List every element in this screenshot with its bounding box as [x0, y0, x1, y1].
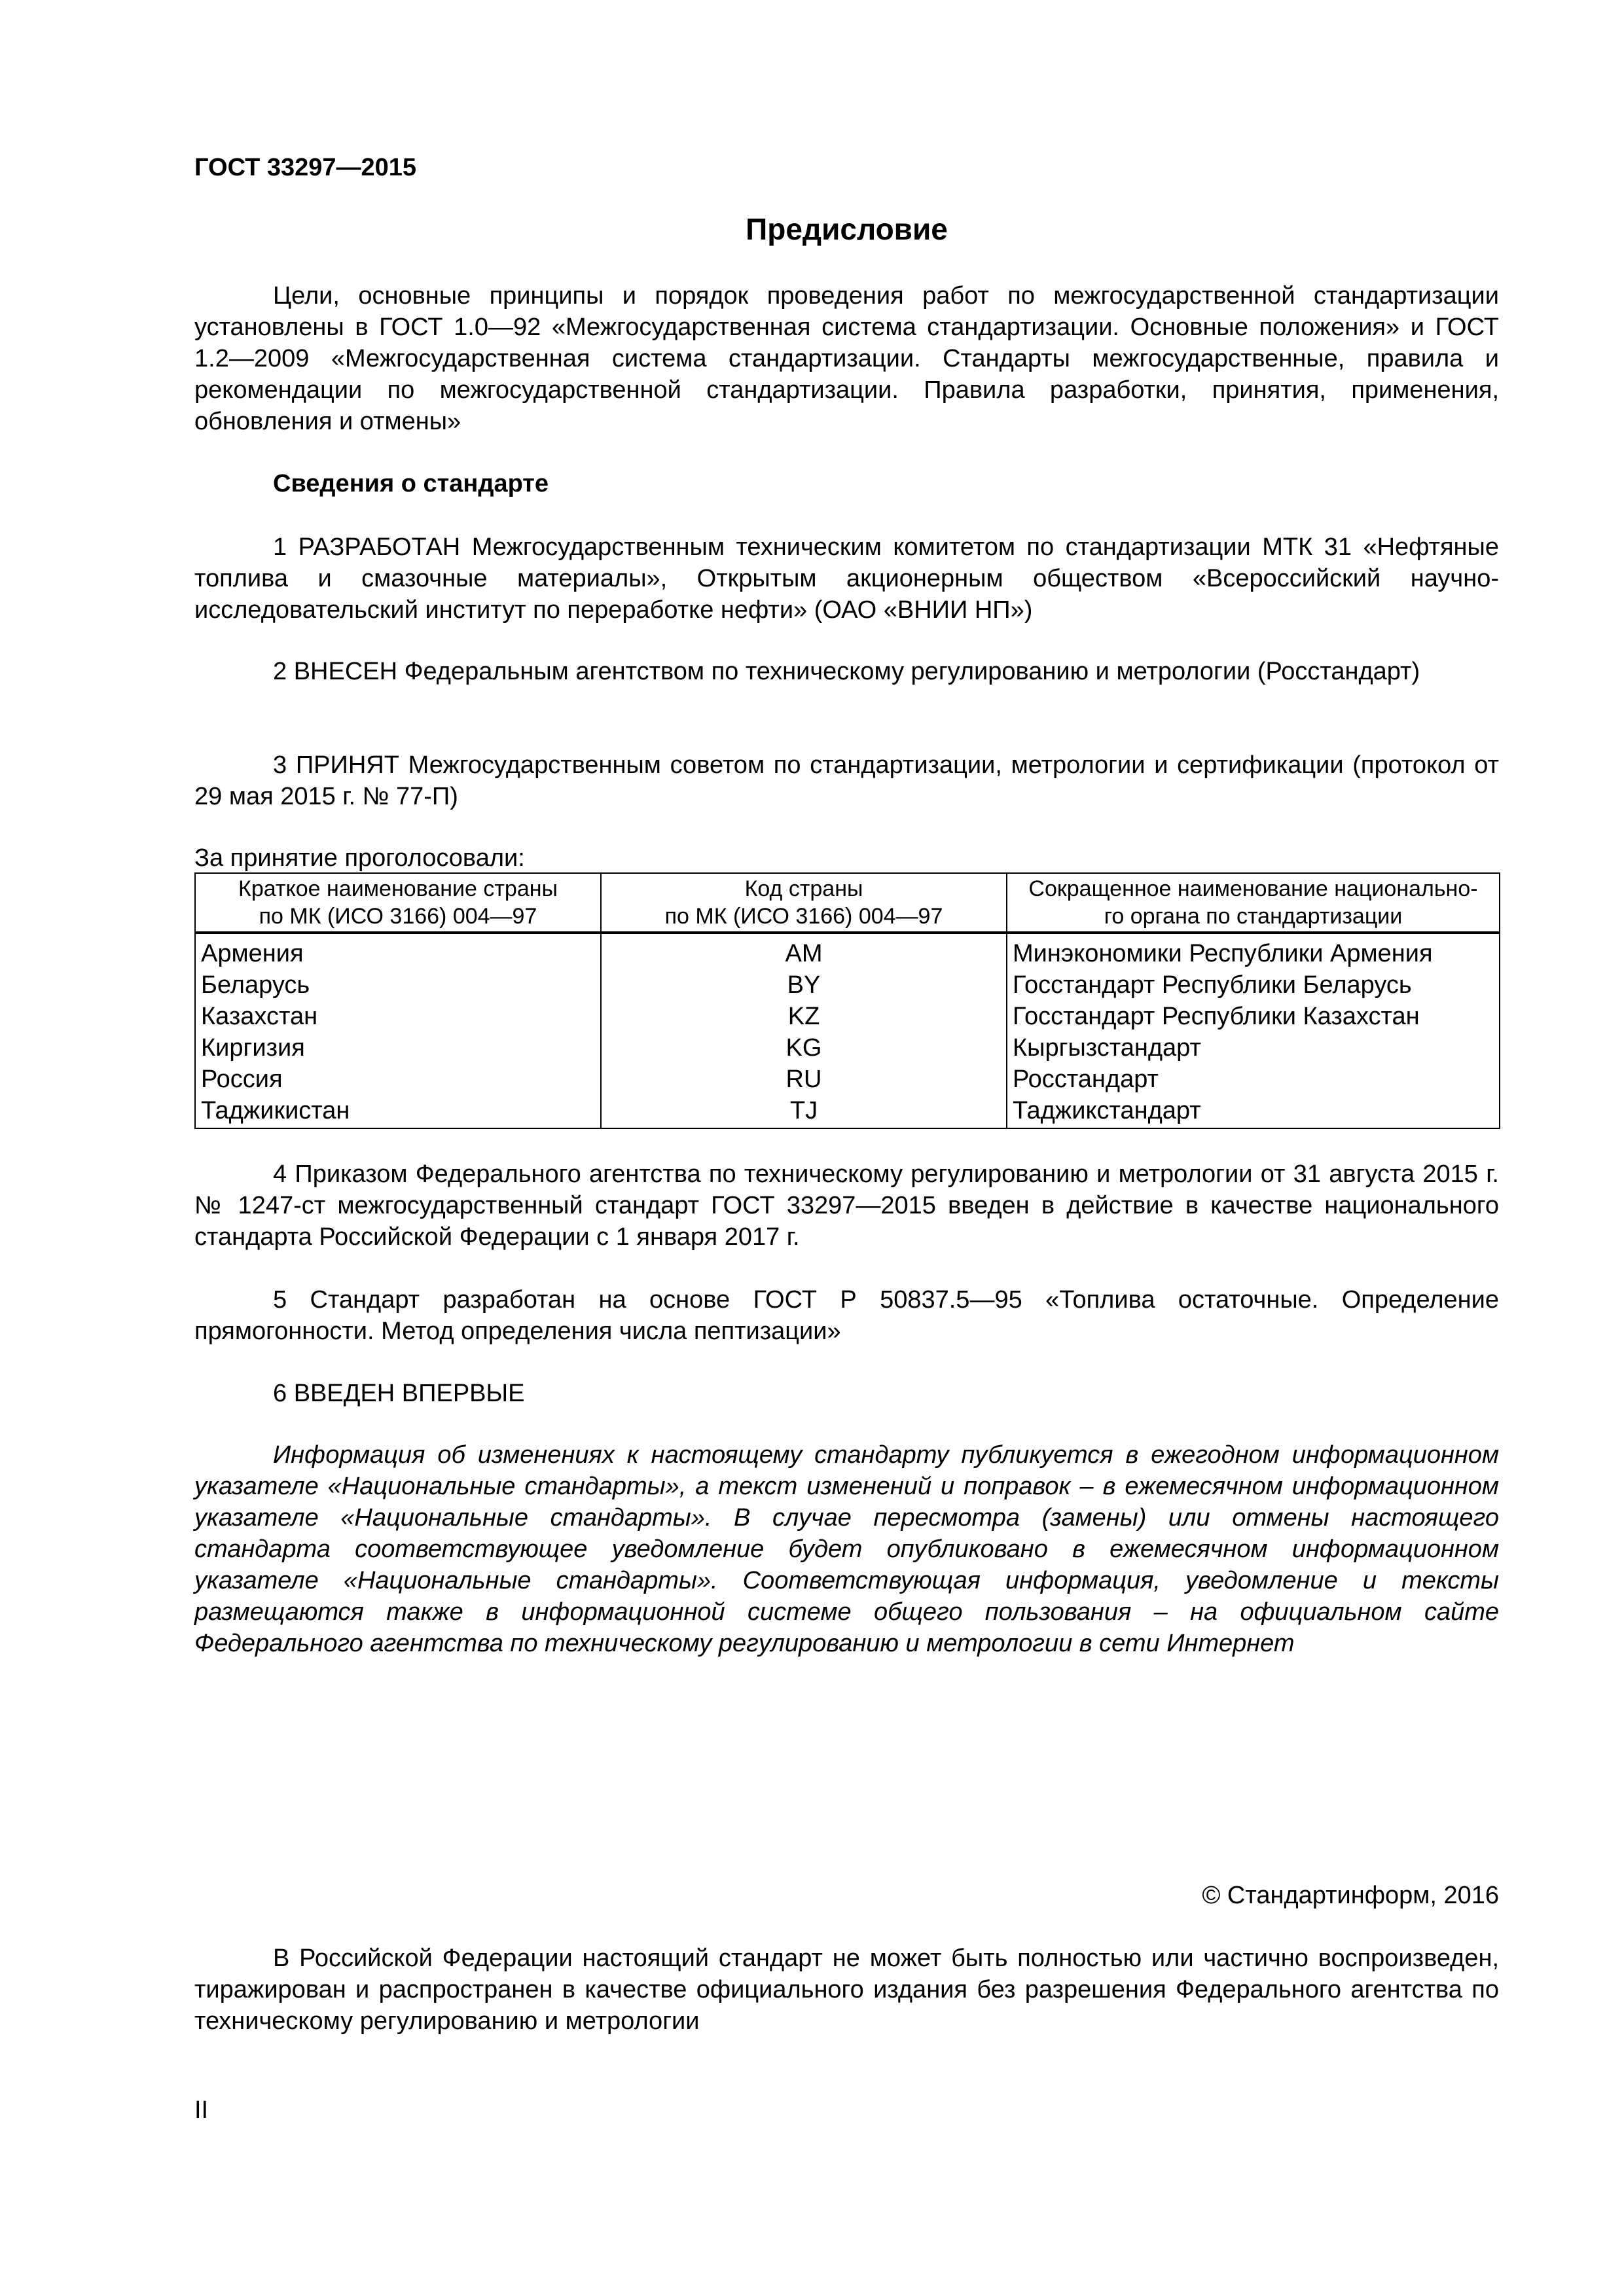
table-row [195, 1032, 1500, 1064]
page-title: Предисловие [746, 212, 948, 246]
table-row [195, 1001, 1500, 1032]
code-cell: TJ [601, 1095, 1007, 1128]
header-code-line2: по МК (ИСО 3166) 004—97 [664, 904, 943, 929]
page-number: II [194, 2096, 209, 2124]
body-cell: Кыргызстандарт [1007, 1032, 1500, 1064]
header-body-line2: го органа по стандартизации [1104, 904, 1403, 929]
document-code: ГОСТ 33297—2015 [194, 154, 417, 181]
item-submitted: 2 ВНЕСЕН Федеральным агентством по техническому регулированию и метрологии (Росстандарт) [273, 658, 1420, 685]
table-row [195, 933, 1500, 969]
code-cell: KG [601, 1032, 1007, 1064]
restriction-paragraph: В Российской Федерации настоящий стандарт не может быть полностью или частично воспроизведен, тиражирован и распространен в качестве официального издания без разрешения Федерального агентства по техническому регулированию и метрологии [194, 1945, 1499, 2035]
body-cell: Росстандарт [1007, 1064, 1500, 1095]
body-cell: Госстандарт Республики Беларусь [1007, 969, 1500, 1001]
code-cell: KZ [601, 1001, 1007, 1032]
header-country-line2: по МК (ИСО 3166) 004—97 [259, 904, 537, 929]
body-cell: Минэкономики Республики Армения [1007, 933, 1500, 969]
item-adopted: 3 ПРИНЯТ Межгосударственным советом по стандартизации, метрологии и сертификации (протокол от 29 мая 2015 г. № 77-П) [194, 751, 1499, 810]
item-first-introduced: 6 ВВЕДЕН ВПЕРВЫЕ [273, 1380, 525, 1407]
vote-table-caption: За принятие проголосовали: [194, 844, 525, 872]
table-row [195, 1095, 1500, 1128]
item-basis: 5 Стандарт разработан на основе ГОСТ Р 50837.5—95 «Топлива остаточные. Определение прямогонности. Метод определения числа пептизации» [194, 1286, 1499, 1345]
country-cell: Киргизия [195, 1032, 601, 1064]
code-cell: AM [601, 933, 1007, 969]
item-enacted: 4 Приказом Федерального агентства по техническому регулированию и метрологии от 31 августа 2015 г. № 1247-ст межгосударственный стандарт ГОСТ 33297—2015 введен в действие в качестве национального стандарта Российской Федерации с 1 января 2017 г. [194, 1160, 1499, 1251]
country-cell: Таджикистан [195, 1095, 601, 1128]
country-cell: Беларусь [195, 969, 601, 1001]
country-cell: Россия [195, 1064, 601, 1095]
country-cell: Казахстан [195, 1001, 601, 1032]
item-developed: 1 РАЗРАБОТАН Межгосударственным техническим комитетом по стандартизации МТК 31 «Нефтяные топлива и смазочные материалы», Открытым акционерным обществом «Всероссийский научно-исследовательский институт по переработке нефти» (ОАО «ВНИИ НП») [194, 533, 1499, 624]
header-code-line1: Код страны [744, 876, 863, 901]
header-country [195, 873, 601, 933]
code-cell: RU [601, 1064, 1007, 1095]
vote-table [194, 872, 1500, 1129]
info-notice: Информация об изменениях к настоящему стандарту публикуется в ежегодном информационном указателе «Национальные стандарты», а текст изменений и поправок – в ежемесячном информационном указателе «Национальные стандарты». В случае пересмотра (замены) или отмены настоящего стандарта соответствующее уведомление будет опубликовано в ежемесячном информационном указателе «Национальные стандарты». Соответствующая информация, уведомление и тексты размещаются также в информационной системе общего пользования – на официальном сайте Федерального агентства по техническому регулированию и метрологии в сети Интернет [194, 1441, 1499, 1657]
header-body-line1: Сокращенное наименование национально- [1028, 876, 1478, 901]
header-country-line1: Краткое наименование страны [238, 876, 558, 901]
body-cell: Таджикстандарт [1007, 1095, 1500, 1128]
table-row [195, 969, 1500, 1001]
table-row [195, 1064, 1500, 1095]
section-heading: Сведения о стандарте [273, 470, 549, 497]
vote-table-header-row [195, 873, 1500, 933]
header-code [601, 873, 1007, 933]
copyright: © Стандартинформ, 2016 [1202, 1882, 1499, 1909]
intro-paragraph: Цели, основные принципы и порядок проведения работ по межгосударственной стандартизации установлены в ГОСТ 1.0—92 «Межгосударственная система стандартизации. Основные положения» и ГОСТ 1.2—2009 «Межгосударственная система стандартизации. Стандарты межгосударственные, правила и рекомендации по межгосударственной стандартизации. Правила разработки, принятия, применения, обновления и отмены» [194, 282, 1499, 435]
body-cell: Госстандарт Республики Казахстан [1007, 1001, 1500, 1032]
code-cell: BY [601, 969, 1007, 1001]
country-cell: Армения [195, 933, 601, 969]
header-body [1007, 873, 1500, 933]
